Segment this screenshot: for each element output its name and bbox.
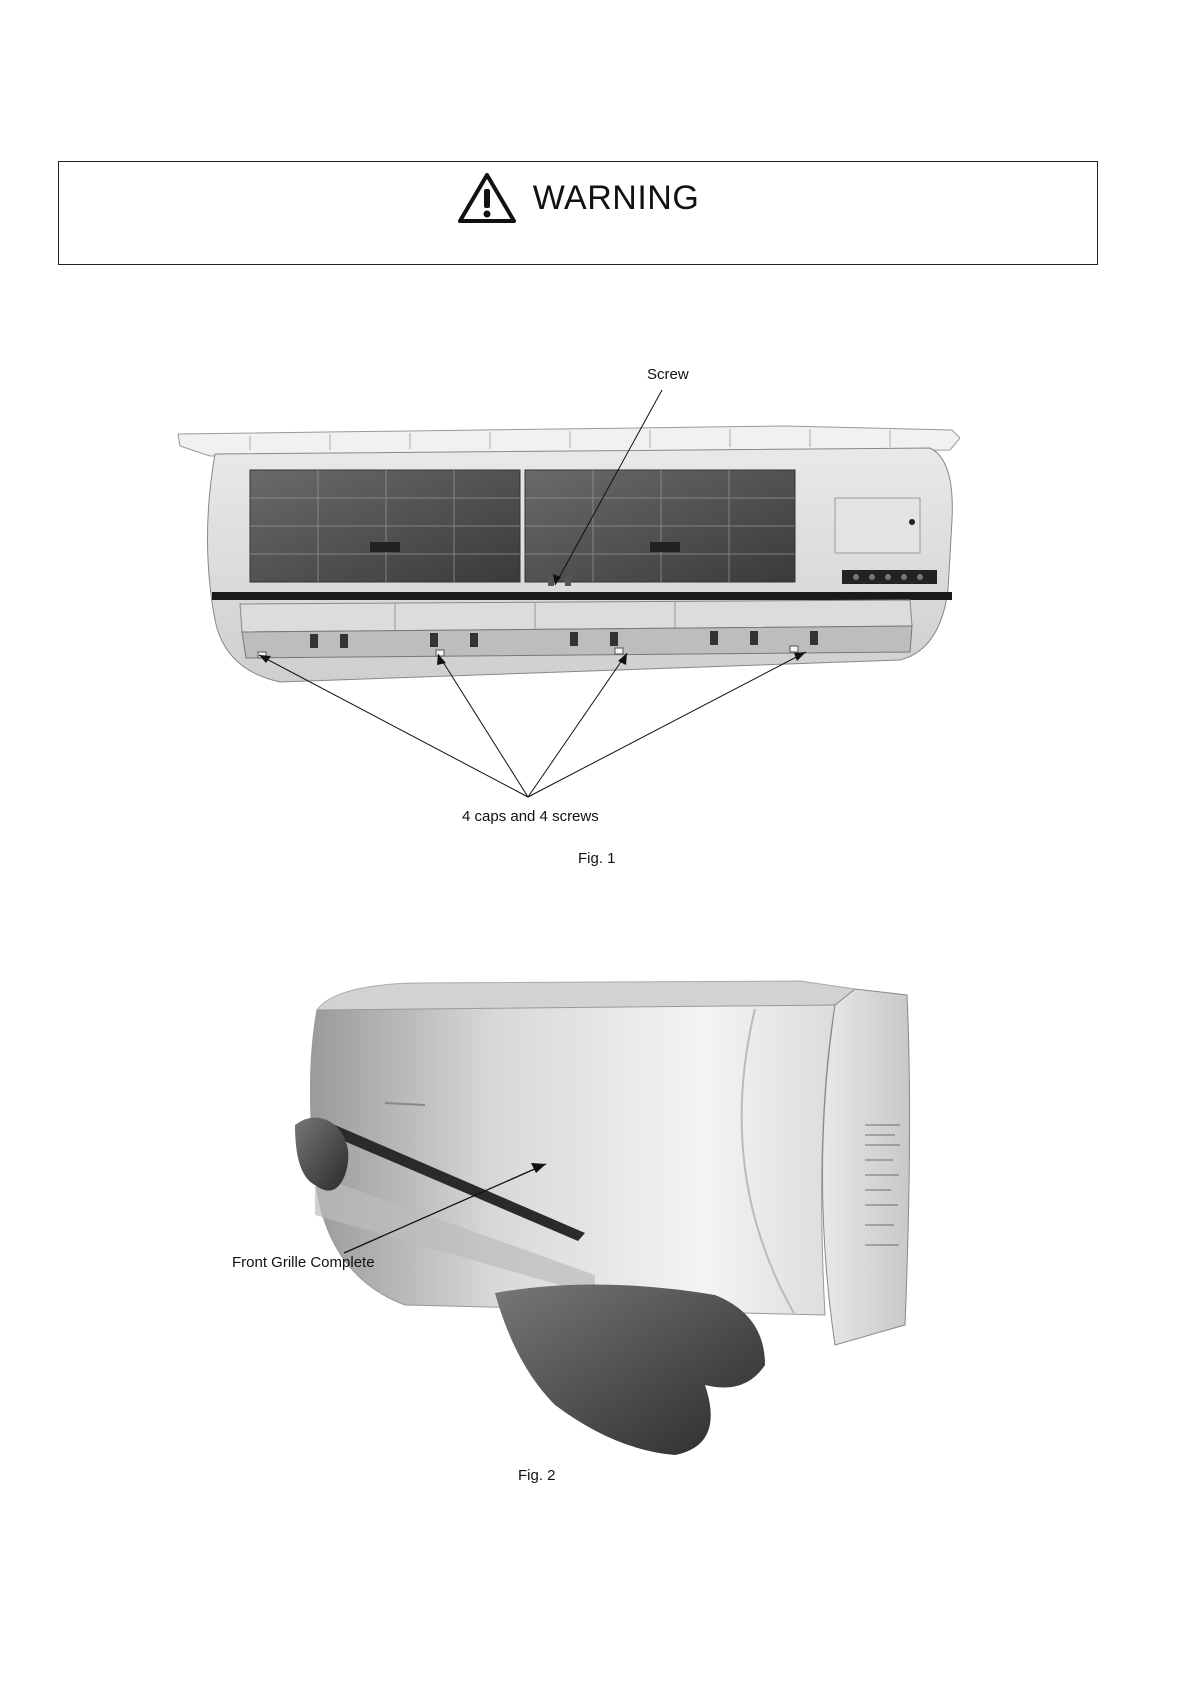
figure-2-photo <box>295 975 915 1475</box>
screw-label: Screw <box>647 366 689 383</box>
warning-header <box>59 172 1097 224</box>
warning-box <box>58 161 1098 265</box>
figure-1-caption: Fig. 1 <box>578 850 616 867</box>
warning-title: WARNING <box>532 178 700 217</box>
warning-triangle-icon <box>457 172 517 224</box>
figure-2-caption: Fig. 2 <box>518 1467 556 1484</box>
front-grille-label: Front Grille Complete <box>232 1254 375 1271</box>
caps-and-screws-label: 4 caps and 4 screws <box>462 808 599 825</box>
figure-1-photo <box>170 420 960 690</box>
